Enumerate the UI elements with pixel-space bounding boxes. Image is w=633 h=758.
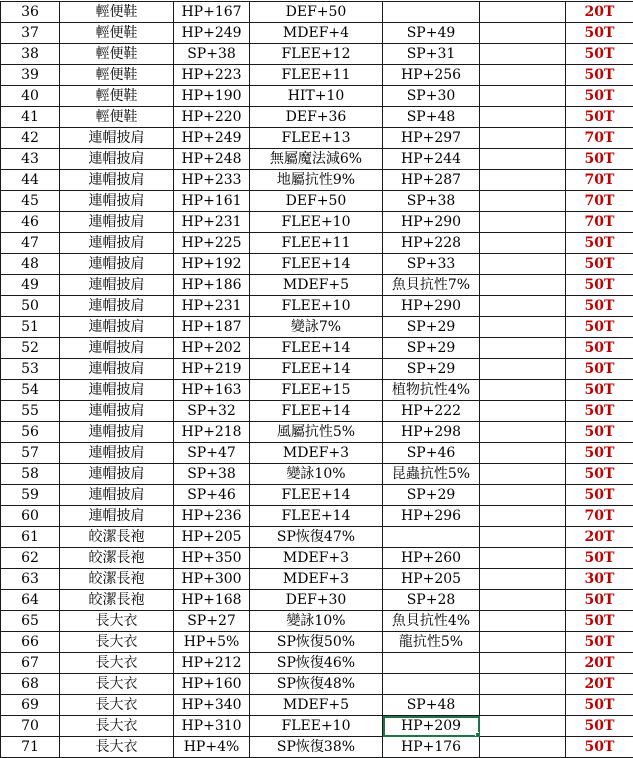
stat3-cell[interactable]: SP+31: [383, 44, 480, 65]
stat1-cell[interactable]: HP+231: [174, 296, 250, 317]
fill-handle[interactable]: [475, 732, 480, 737]
stat2-cell[interactable]: 無屬魔法減6%: [250, 149, 383, 170]
sheet-row: [1, 2, 633, 23]
stat3-cell[interactable]: [383, 2, 480, 23]
stat2-cell[interactable]: 變詠10%: [250, 611, 383, 632]
sheet-row: [1, 485, 633, 506]
stat1-cell[interactable]: HP+212: [174, 653, 250, 674]
stat3-cell[interactable]: 龍抗性5%: [383, 632, 480, 653]
item-name-cell[interactable]: 皎潔長袍: [60, 569, 174, 590]
empty-cell[interactable]: [480, 653, 566, 674]
item-name-cell[interactable]: 長大衣: [60, 695, 174, 716]
price-cell[interactable]: 50T: [566, 590, 633, 611]
stat1-cell[interactable]: HP+231: [174, 212, 250, 233]
selected-cell[interactable]: HP+209: [383, 716, 480, 737]
item-name-cell[interactable]: 連帽披肩: [60, 464, 174, 485]
stat2-cell[interactable]: MDEF+5: [250, 275, 383, 296]
stat3-cell[interactable]: SP+29: [383, 317, 480, 338]
stat3-cell[interactable]: SP+46: [383, 443, 480, 464]
sheet-body: [1, 2, 633, 758]
stat3-cell[interactable]: SP+33: [383, 254, 480, 275]
stat1-cell[interactable]: HP+233: [174, 170, 250, 191]
price-cell[interactable]: 20T: [566, 2, 633, 23]
sheet-row: [1, 380, 633, 401]
row-number-cell[interactable]: 46: [1, 212, 60, 233]
stat2-cell[interactable]: DEF+36: [250, 107, 383, 128]
empty-cell[interactable]: [480, 86, 566, 107]
stat2-cell[interactable]: SP恢復48%: [250, 674, 383, 695]
price-cell[interactable]: 50T: [566, 65, 633, 86]
stat3-cell[interactable]: HP+260: [383, 548, 480, 569]
empty-cell[interactable]: [480, 632, 566, 653]
price-cell[interactable]: 50T: [566, 254, 633, 275]
empty-cell[interactable]: [480, 401, 566, 422]
row-number-cell[interactable]: 62: [1, 548, 60, 569]
empty-cell[interactable]: [480, 233, 566, 254]
stat3-cell[interactable]: SP+38: [383, 191, 480, 212]
price-cell[interactable]: 50T: [566, 443, 633, 464]
stat2-cell[interactable]: FLEE+14: [250, 359, 383, 380]
price-cell[interactable]: 50T: [566, 44, 633, 65]
row-number-cell[interactable]: 44: [1, 170, 60, 191]
stat1-cell[interactable]: HP+163: [174, 380, 250, 401]
stat3-cell[interactable]: 魚貝抗性7%: [383, 275, 480, 296]
empty-cell[interactable]: [480, 275, 566, 296]
row-number-cell[interactable]: 58: [1, 464, 60, 485]
empty-cell[interactable]: [480, 212, 566, 233]
stat3-cell[interactable]: SP+29: [383, 359, 480, 380]
stat2-cell[interactable]: FLEE+14: [250, 485, 383, 506]
sheet-row: [1, 401, 633, 422]
sheet-row: [1, 737, 633, 758]
empty-cell[interactable]: [480, 674, 566, 695]
item-name-cell[interactable]: 連帽披肩: [60, 422, 174, 443]
price-cell[interactable]: 50T: [566, 275, 633, 296]
item-name-cell[interactable]: 皎潔長袍: [60, 548, 174, 569]
price-cell[interactable]: 50T: [566, 548, 633, 569]
stat2-cell[interactable]: SP恢復50%: [250, 632, 383, 653]
row-number-cell[interactable]: 61: [1, 527, 60, 548]
empty-cell[interactable]: [480, 44, 566, 65]
stat2-cell[interactable]: DEF+30: [250, 590, 383, 611]
price-cell[interactable]: 50T: [566, 464, 633, 485]
price-cell[interactable]: 50T: [566, 611, 633, 632]
empty-cell[interactable]: [480, 569, 566, 590]
sheet-row: [1, 65, 633, 86]
sheet-row: [1, 275, 633, 296]
empty-cell[interactable]: [480, 170, 566, 191]
stat3-cell[interactable]: HP+228: [383, 233, 480, 254]
sheet-row: [1, 212, 633, 233]
sheet-row: [1, 170, 633, 191]
item-name-cell[interactable]: 輕便鞋: [60, 107, 174, 128]
sheet-row: [1, 128, 633, 149]
sheet-row: [1, 527, 633, 548]
sheet-row: [1, 674, 633, 695]
stat2-cell[interactable]: MDEF+3: [250, 443, 383, 464]
stat2-cell[interactable]: FLEE+14: [250, 506, 383, 527]
stat3-cell[interactable]: HP+298: [383, 422, 480, 443]
price-cell[interactable]: 50T: [566, 233, 633, 254]
stat1-cell[interactable]: HP+187: [174, 317, 250, 338]
stat1-cell[interactable]: HP+190: [174, 86, 250, 107]
price-cell[interactable]: 50T: [566, 716, 633, 737]
stat1-cell[interactable]: HP+168: [174, 590, 250, 611]
stat3-cell[interactable]: HP+296: [383, 506, 480, 527]
stat1-cell[interactable]: HP+249: [174, 128, 250, 149]
price-cell[interactable]: 50T: [566, 23, 633, 44]
price-cell[interactable]: 50T: [566, 107, 633, 128]
item-name-cell[interactable]: 連帽披肩: [60, 296, 174, 317]
empty-cell[interactable]: [480, 527, 566, 548]
item-name-cell[interactable]: 連帽披肩: [60, 506, 174, 527]
price-cell[interactable]: 50T: [566, 695, 633, 716]
empty-cell[interactable]: [480, 338, 566, 359]
stat1-cell[interactable]: HP+5%: [174, 632, 250, 653]
item-name-cell[interactable]: 連帽披肩: [60, 149, 174, 170]
sheet-row: [1, 317, 633, 338]
item-name-cell[interactable]: 長大衣: [60, 674, 174, 695]
empty-cell[interactable]: [480, 590, 566, 611]
item-name-cell[interactable]: 長大衣: [60, 653, 174, 674]
price-cell[interactable]: 70T: [566, 128, 633, 149]
sheet-row: [1, 254, 633, 275]
stat1-cell[interactable]: SP+46: [174, 485, 250, 506]
empty-cell[interactable]: [480, 422, 566, 443]
price-cell[interactable]: 20T: [566, 653, 633, 674]
item-name-cell[interactable]: 連帽披肩: [60, 212, 174, 233]
stat3-cell[interactable]: [383, 527, 480, 548]
stat3-cell[interactable]: SP+48: [383, 695, 480, 716]
sheet-row: [1, 695, 633, 716]
row-number-cell[interactable]: 60: [1, 506, 60, 527]
empty-cell[interactable]: [480, 611, 566, 632]
empty-cell[interactable]: [480, 296, 566, 317]
spreadsheet-grid: [0, 1, 633, 758]
row-number-cell[interactable]: 37: [1, 23, 60, 44]
stat1-cell[interactable]: SP+38: [174, 44, 250, 65]
stat2-cell[interactable]: FLEE+15: [250, 380, 383, 401]
row-number-cell[interactable]: 70: [1, 716, 60, 737]
item-name-cell[interactable]: 連帽披肩: [60, 275, 174, 296]
empty-cell[interactable]: [480, 695, 566, 716]
price-cell[interactable]: 50T: [566, 86, 633, 107]
row-number-cell[interactable]: 39: [1, 65, 60, 86]
price-cell[interactable]: 50T: [566, 359, 633, 380]
stat1-cell[interactable]: SP+47: [174, 443, 250, 464]
empty-cell[interactable]: [480, 128, 566, 149]
empty-cell[interactable]: [480, 149, 566, 170]
stat2-cell[interactable]: MDEF+3: [250, 569, 383, 590]
row-number-cell[interactable]: 45: [1, 191, 60, 212]
empty-cell[interactable]: [480, 23, 566, 44]
item-name-cell[interactable]: 連帽披肩: [60, 380, 174, 401]
row-number-cell[interactable]: 53: [1, 359, 60, 380]
price-cell[interactable]: 30T: [566, 569, 633, 590]
empty-cell[interactable]: [480, 380, 566, 401]
sheet-row: [1, 296, 633, 317]
sheet-row: [1, 443, 633, 464]
stat3-cell[interactable]: HP+176: [383, 737, 480, 758]
row-number-cell[interactable]: 68: [1, 674, 60, 695]
stat1-cell[interactable]: HP+205: [174, 527, 250, 548]
item-name-cell[interactable]: 連帽披肩: [60, 485, 174, 506]
stat1-cell[interactable]: HP+236: [174, 506, 250, 527]
row-number-cell[interactable]: 43: [1, 149, 60, 170]
row-number-cell[interactable]: 52: [1, 338, 60, 359]
stat2-cell[interactable]: FLEE+10: [250, 716, 383, 737]
item-name-cell[interactable]: 輕便鞋: [60, 86, 174, 107]
empty-cell[interactable]: [480, 191, 566, 212]
stat1-cell[interactable]: HP+219: [174, 359, 250, 380]
stat2-cell[interactable]: FLEE+14: [250, 401, 383, 422]
stat2-cell[interactable]: MDEF+3: [250, 548, 383, 569]
price-cell[interactable]: 50T: [566, 422, 633, 443]
stat2-cell[interactable]: SP恢復46%: [250, 653, 383, 674]
price-cell[interactable]: 50T: [566, 317, 633, 338]
row-number-cell[interactable]: 49: [1, 275, 60, 296]
price-cell[interactable]: 50T: [566, 380, 633, 401]
stat2-cell[interactable]: DEF+50: [250, 191, 383, 212]
stat1-cell[interactable]: SP+32: [174, 401, 250, 422]
sheet-row: [1, 569, 633, 590]
sheet-row: [1, 44, 633, 65]
stat3-cell[interactable]: SP+28: [383, 590, 480, 611]
item-name-cell[interactable]: 皎潔長袍: [60, 590, 174, 611]
sheet-row: [1, 107, 633, 128]
price-cell[interactable]: 50T: [566, 296, 633, 317]
row-number-cell[interactable]: 71: [1, 737, 60, 758]
sheet-row: [1, 653, 633, 674]
row-number-cell[interactable]: 42: [1, 128, 60, 149]
stat1-cell[interactable]: HP+186: [174, 275, 250, 296]
sheet-row: [1, 149, 633, 170]
price-cell[interactable]: 20T: [566, 527, 633, 548]
stat3-cell[interactable]: SP+29: [383, 485, 480, 506]
stat2-cell[interactable]: FLEE+14: [250, 338, 383, 359]
sheet-row: [1, 611, 633, 632]
row-number-cell[interactable]: 50: [1, 296, 60, 317]
price-cell[interactable]: 50T: [566, 485, 633, 506]
stat1-cell[interactable]: HP+340: [174, 695, 250, 716]
stat2-cell[interactable]: FLEE+10: [250, 212, 383, 233]
row-number-cell[interactable]: 67: [1, 653, 60, 674]
stat3-cell[interactable]: SP+30: [383, 86, 480, 107]
empty-cell[interactable]: [480, 254, 566, 275]
stat3-cell[interactable]: SP+49: [383, 23, 480, 44]
price-cell[interactable]: 20T: [566, 674, 633, 695]
stat3-cell[interactable]: HP+256: [383, 65, 480, 86]
sheet-row: [1, 23, 633, 44]
stat3-cell[interactable]: 植物抗性4%: [383, 380, 480, 401]
item-name-cell[interactable]: 連帽披肩: [60, 128, 174, 149]
sheet-row: [1, 422, 633, 443]
item-name-cell[interactable]: 連帽披肩: [60, 317, 174, 338]
stat2-cell[interactable]: 變詠7%: [250, 317, 383, 338]
item-name-cell[interactable]: 連帽披肩: [60, 359, 174, 380]
row-number-cell[interactable]: 40: [1, 86, 60, 107]
stat2-cell[interactable]: DEF+50: [250, 2, 383, 23]
sheet-row: [1, 590, 633, 611]
row-number-cell[interactable]: 41: [1, 107, 60, 128]
empty-cell[interactable]: [480, 2, 566, 23]
stat3-cell[interactable]: [383, 653, 480, 674]
stat1-cell[interactable]: HP+160: [174, 674, 250, 695]
price-cell[interactable]: 50T: [566, 149, 633, 170]
item-name-cell[interactable]: 輕便鞋: [60, 23, 174, 44]
sheet-row: [1, 464, 633, 485]
stat2-cell[interactable]: FLEE+14: [250, 254, 383, 275]
stat1-cell[interactable]: HP+167: [174, 2, 250, 23]
row-number-cell[interactable]: 69: [1, 695, 60, 716]
price-cell[interactable]: 70T: [566, 212, 633, 233]
empty-cell[interactable]: [480, 548, 566, 569]
stat1-cell[interactable]: HP+310: [174, 716, 250, 737]
row-number-cell[interactable]: 64: [1, 590, 60, 611]
empty-cell[interactable]: [480, 737, 566, 758]
sheet-row: [1, 548, 633, 569]
row-number-cell[interactable]: 57: [1, 443, 60, 464]
price-cell[interactable]: 50T: [566, 632, 633, 653]
stat3-cell[interactable]: 昆蟲抗性5%: [383, 464, 480, 485]
stat2-cell[interactable]: 地屬抗性9%: [250, 170, 383, 191]
item-name-cell[interactable]: 長大衣: [60, 611, 174, 632]
empty-cell[interactable]: [480, 65, 566, 86]
stat1-cell[interactable]: HP+202: [174, 338, 250, 359]
empty-cell[interactable]: [480, 359, 566, 380]
empty-cell[interactable]: [480, 317, 566, 338]
item-name-cell[interactable]: 連帽披肩: [60, 233, 174, 254]
row-number-cell[interactable]: 56: [1, 422, 60, 443]
sheet-row: [1, 191, 633, 212]
stat2-cell[interactable]: FLEE+12: [250, 44, 383, 65]
sheet-row: [1, 233, 633, 254]
row-number-cell[interactable]: 65: [1, 611, 60, 632]
stat2-cell[interactable]: MDEF+5: [250, 695, 383, 716]
row-number-cell[interactable]: 36: [1, 2, 60, 23]
stat2-cell[interactable]: FLEE+10: [250, 296, 383, 317]
item-name-cell[interactable]: 長大衣: [60, 716, 174, 737]
stat2-cell[interactable]: FLEE+13: [250, 128, 383, 149]
stat2-cell[interactable]: FLEE+11: [250, 233, 383, 254]
row-number-cell[interactable]: 47: [1, 233, 60, 254]
stat1-cell[interactable]: HP+249: [174, 23, 250, 44]
sheet-row: [1, 506, 633, 527]
item-name-cell[interactable]: 連帽披肩: [60, 170, 174, 191]
stat3-cell[interactable]: HP+205: [383, 569, 480, 590]
stat2-cell[interactable]: HIT+10: [250, 86, 383, 107]
item-name-cell[interactable]: 連帽披肩: [60, 254, 174, 275]
row-number-cell[interactable]: 38: [1, 44, 60, 65]
stat1-cell[interactable]: HP+4%: [174, 737, 250, 758]
stat1-cell[interactable]: HP+225: [174, 233, 250, 254]
item-name-cell[interactable]: 長大衣: [60, 737, 174, 758]
row-number-cell[interactable]: 55: [1, 401, 60, 422]
row-number-cell[interactable]: 51: [1, 317, 60, 338]
item-name-cell[interactable]: 輕便鞋: [60, 44, 174, 65]
price-cell[interactable]: 50T: [566, 338, 633, 359]
item-name-cell[interactable]: 輕便鞋: [60, 2, 174, 23]
stat1-cell[interactable]: HP+248: [174, 149, 250, 170]
stat1-cell[interactable]: HP+223: [174, 65, 250, 86]
stat1-cell[interactable]: SP+38: [174, 464, 250, 485]
stat3-cell[interactable]: 魚貝抗性4%: [383, 611, 480, 632]
row-number-cell[interactable]: 48: [1, 254, 60, 275]
sheet-row: [1, 359, 633, 380]
stat3-cell[interactable]: SP+29: [383, 338, 480, 359]
stat3-cell[interactable]: HP+297: [383, 128, 480, 149]
empty-cell[interactable]: [480, 506, 566, 527]
price-cell[interactable]: 70T: [566, 191, 633, 212]
item-name-cell[interactable]: 輕便鞋: [60, 65, 174, 86]
stat3-cell[interactable]: HP+290: [383, 296, 480, 317]
row-number-cell[interactable]: 59: [1, 485, 60, 506]
stat1-cell[interactable]: SP+27: [174, 611, 250, 632]
stat2-cell[interactable]: MDEF+4: [250, 23, 383, 44]
stat2-cell[interactable]: 風屬抗性5%: [250, 422, 383, 443]
stat1-cell[interactable]: HP+220: [174, 107, 250, 128]
price-cell[interactable]: 70T: [566, 506, 633, 527]
stat3-cell[interactable]: HP+244: [383, 149, 480, 170]
empty-cell[interactable]: [480, 485, 566, 506]
stat3-cell[interactable]: HP+290: [383, 212, 480, 233]
price-cell[interactable]: 50T: [566, 401, 633, 422]
item-name-cell[interactable]: 長大衣: [60, 632, 174, 653]
row-number-cell[interactable]: 66: [1, 632, 60, 653]
stat2-cell[interactable]: SP恢復38%: [250, 737, 383, 758]
sheet-row: [1, 338, 633, 359]
item-name-cell[interactable]: 連帽披肩: [60, 401, 174, 422]
sheet-row: [1, 716, 633, 737]
stat3-cell[interactable]: SP+48: [383, 107, 480, 128]
item-name-cell[interactable]: 連帽披肩: [60, 191, 174, 212]
sheet-row: [1, 86, 633, 107]
stat2-cell[interactable]: FLEE+11: [250, 65, 383, 86]
empty-cell[interactable]: [480, 107, 566, 128]
item-name-cell[interactable]: 皎潔長袍: [60, 527, 174, 548]
price-cell[interactable]: 50T: [566, 737, 633, 758]
empty-cell[interactable]: [480, 716, 566, 737]
empty-cell[interactable]: [480, 464, 566, 485]
stat3-cell[interactable]: HP+222: [383, 401, 480, 422]
item-name-cell[interactable]: 連帽披肩: [60, 338, 174, 359]
item-name-cell[interactable]: 連帽披肩: [60, 443, 174, 464]
stat2-cell[interactable]: SP恢復47%: [250, 527, 383, 548]
sheet-row: [1, 632, 633, 653]
price-cell[interactable]: 70T: [566, 170, 633, 191]
stat1-cell[interactable]: HP+300: [174, 569, 250, 590]
stat1-cell[interactable]: HP+350: [174, 548, 250, 569]
stat2-cell[interactable]: 變詠10%: [250, 464, 383, 485]
row-number-cell[interactable]: 63: [1, 569, 60, 590]
stat1-cell[interactable]: HP+192: [174, 254, 250, 275]
stat1-cell[interactable]: HP+218: [174, 422, 250, 443]
row-number-cell[interactable]: 54: [1, 380, 60, 401]
stat3-cell[interactable]: [383, 674, 480, 695]
empty-cell[interactable]: [480, 443, 566, 464]
stat1-cell[interactable]: HP+161: [174, 191, 250, 212]
stat3-cell[interactable]: HP+287: [383, 170, 480, 191]
